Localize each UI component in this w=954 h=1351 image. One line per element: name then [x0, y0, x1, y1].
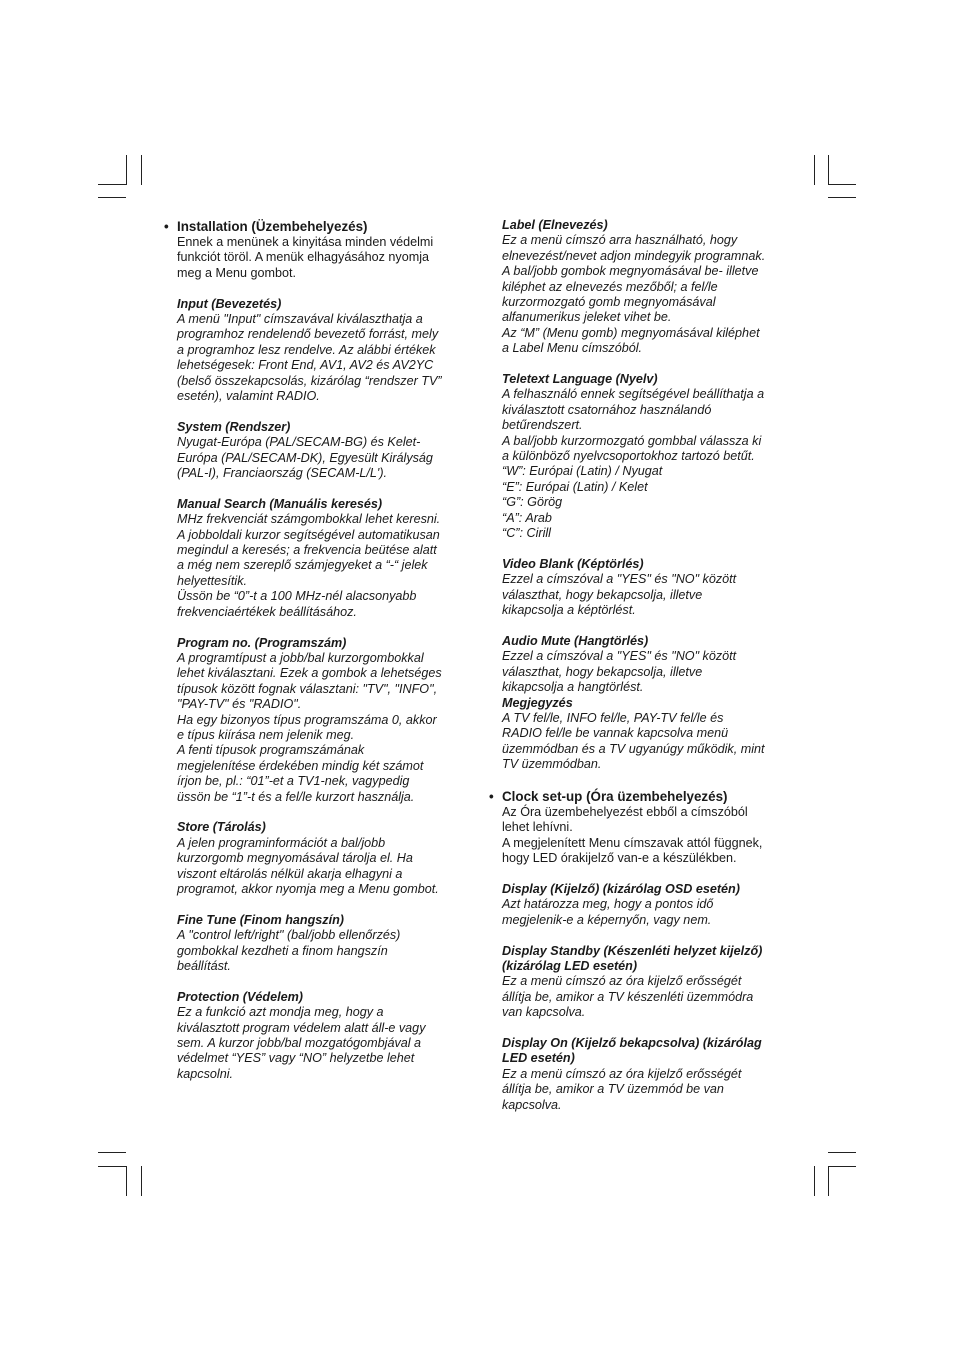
section-body: [502, 974, 798, 1020]
text-line: van kapcsolva.: [502, 1005, 586, 1020]
text-line: programhoz rendelendő bevezető forrást, mely: [177, 327, 439, 342]
crop-mark: [98, 1166, 126, 1167]
text-line: programot, akkor nyomja meg a Menu gombot.: [177, 881, 439, 896]
section-clock-setup: [489, 788, 798, 867]
crop-mark: [828, 1166, 829, 1196]
text-line: védelmet “YES” vagy “NO” helyzetbe lehet: [177, 1051, 415, 1066]
section-display-standby: [502, 944, 798, 1021]
crop-mark: [98, 1152, 126, 1153]
text-line: a programhoz lesz rendelve. Az alábbi értékek: [177, 342, 436, 357]
installation-title: Installation (Üzembehelyezés): [177, 219, 368, 234]
bullet-icon: •: [489, 788, 494, 804]
text-line: Azt határozza meg, hogy a pontos idő: [502, 897, 714, 912]
section-body: [502, 805, 798, 867]
subsection-title: Manual Search (Manuális keresés): [177, 496, 383, 511]
text-line: meg a Menu gombot.: [177, 265, 297, 280]
text-line: megjelenítése érdekében mindig két számot: [177, 758, 424, 773]
text-line: A jelen programinformációt a bal/jobb: [177, 835, 386, 850]
text-line: írjon be, pl.: “01”-et a TV1-nek, vagypedig: [177, 774, 410, 789]
text-line: Ez a funkció azt mondja meg, hogy a: [177, 1005, 384, 1020]
text-line: funkciót töröl. A menük elhagyásához nyomja: [177, 250, 430, 265]
text-line: választhat, hogy bekapcsolja, illetve: [502, 587, 703, 602]
crop-mark: [126, 155, 127, 185]
text-line: sem. A kurzor jobb/bal mozgatógombjával a: [177, 1036, 422, 1051]
text-line: MHz frekvenciát számgombokkal lehet keresni.: [177, 512, 441, 527]
section-body: [502, 1067, 798, 1113]
crop-mark: [141, 1166, 142, 1196]
text-line: kurzormozgató gomb megnyomásával: [502, 295, 716, 310]
text-line: (PAL-I), Franciaország (SECAM-L/L').: [177, 466, 388, 481]
text-line: A jobboldali kurzor segítségével automatikusan: [177, 527, 440, 542]
section-display-on: [502, 1036, 798, 1113]
section-label: [502, 218, 798, 357]
crop-mark: [126, 1166, 127, 1196]
section-store: [177, 820, 477, 897]
section-video-blank: [502, 557, 798, 619]
text-line: Az “M” (Menu gomb) megnyomásával kiléphet: [502, 325, 760, 340]
section-body: [502, 897, 798, 928]
section-body: [177, 1005, 477, 1082]
text-line: beállítást.: [177, 959, 231, 973]
text-line: kikapcsolja a képtörlést.: [502, 603, 636, 618]
subsection-title: Label (Elnevezés): [502, 218, 608, 232]
subsection-title: Teletext Language (Nyelv): [502, 372, 658, 387]
text-line: esetén), valamint RADIO.: [177, 389, 320, 404]
text-line: viszont eltárolás nélkül akarja elhagyni a: [177, 866, 403, 881]
text-line: A felhasználó ennek segítségével beállíthatja a: [502, 387, 765, 402]
text-line: “A”: Arab: [502, 510, 552, 525]
text-line: Ha egy bizonyos típus programszáma 0, akkor: [177, 712, 437, 727]
crop-mark: [828, 184, 856, 185]
text-line: Ezzel a címszóval a "YES" és "NO" között: [502, 572, 737, 587]
text-line: Az Óra üzembehelyezést ebből a címszóból: [502, 804, 748, 819]
text-line: helyettesítik.: [177, 573, 247, 588]
section-body: [177, 235, 477, 281]
text-line: Ez a menü címszó az óra kijelző erősségét: [502, 974, 742, 989]
section-body: [502, 233, 798, 356]
left-column: [164, 218, 477, 1098]
note-body: [502, 711, 798, 773]
text-line: lehet kiválasztani. Ezek a gombok a lehetséges: [177, 666, 442, 681]
section-body: [502, 387, 798, 541]
text-line: Nyugat-Európa (PAL/SECAM-BG) és Kelet-: [177, 435, 421, 450]
text-line: kikapcsolja a hangtörlést.: [502, 680, 644, 695]
text-line: A bal/jobb gombok megnyomásával be- illetve: [502, 264, 759, 279]
text-line: kapcsolva.: [502, 1097, 562, 1112]
subsection-title: LED esetén): [502, 1051, 575, 1066]
text-line: A menü "Input" címszavával kiválaszthatja a: [177, 312, 423, 327]
subsection-title: Program no. (Programszám): [177, 635, 347, 650]
text-line: hogy LED órakijelző van-e a készülékben.: [502, 851, 737, 866]
text-line: lehet lehívni.: [502, 820, 573, 835]
subsection-title: Protection (Védelem): [177, 989, 303, 1004]
section-protection: [177, 990, 477, 1082]
section-body: [502, 572, 798, 618]
text-line: kapcsolni.: [177, 1066, 234, 1081]
section-installation: [164, 218, 477, 281]
section-body: [177, 312, 477, 404]
subsection-title: System (Rendszer): [177, 419, 291, 434]
crop-mark: [828, 1166, 856, 1167]
crop-mark: [814, 155, 815, 185]
text-line: üssön be “1”-t és a fel/le kurzort használja.: [177, 789, 415, 804]
text-line: gombokkal kezdheti a finom hangszín: [177, 943, 388, 958]
text-line: alfanumerikus jeleket vihet be.: [502, 310, 672, 325]
text-line: Ezzel a címszóval a "YES" és "NO" között: [502, 649, 737, 664]
text-line: A "control left/right" (bal/jobb ellenőrzés): [177, 928, 401, 943]
section-body: [177, 836, 477, 898]
text-line: TV üzemmódban.: [502, 757, 602, 772]
subsection-title: (kizárólag LED esetén): [502, 959, 638, 973]
section-audio-mute: [502, 634, 798, 773]
note-title: Megjegyzés: [502, 695, 573, 710]
subsection-title: Display Standby (Készenléti helyzet kijelző): [502, 943, 763, 958]
subsection-title: Store (Tárolás): [177, 820, 266, 835]
text-line: A megjelenített Menu címszavak attól függnek,: [502, 835, 763, 850]
text-line: “C”: Cirill: [502, 526, 551, 541]
crop-mark: [814, 1166, 815, 1196]
section-display: [502, 882, 798, 928]
section-body: [177, 512, 477, 620]
crop-mark: [141, 155, 142, 185]
text-line: "PAY-TV" és "RADIO".: [177, 697, 302, 712]
text-line: Európa (PAL/SECAM-DK), Egyesült Királyság: [177, 450, 433, 465]
text-line: Ennek a menünek a kinyitása minden védelmi: [177, 235, 434, 249]
clock-setup-title: Clock set-up (Óra üzembehelyezés): [502, 788, 728, 804]
section-body: [177, 651, 477, 805]
section-body: [177, 435, 477, 481]
text-line: a Label Menu címszóból.: [502, 341, 643, 356]
subsection-title: Audio Mute (Hangtörlés): [502, 633, 649, 648]
text-line: A fenti típusok programszámának: [177, 743, 365, 758]
section-fine-tune: [177, 913, 477, 975]
text-line: “E”: Európai (Latin) / Kelet: [502, 479, 648, 494]
text-line: kiválasztott program védelem alatt áll-e vagy: [177, 1020, 426, 1035]
bullet-icon: •: [164, 219, 169, 234]
section-program-no: [177, 636, 477, 805]
section-manual-search: [177, 497, 477, 620]
text-line: A programtípust a jobb/bal kurzorgombokkal: [177, 650, 424, 665]
section-body: [177, 928, 477, 974]
section-teletext-language: [502, 372, 798, 541]
text-line: kiválasztott csatornához használandó: [502, 402, 712, 417]
section-input: [177, 297, 477, 405]
text-line: a különböző nyelvcsoportokhoz tartozó betűt.: [502, 449, 755, 464]
text-line: “W”: Európai (Latin) / Nyugat: [502, 464, 663, 479]
text-line: kiléphet az elnevezés mezőből; a fel/le: [502, 279, 718, 294]
text-line: megjelenik-e a képernyőn, vagy nem.: [502, 912, 712, 927]
section-system: [177, 420, 477, 482]
text-line: a még nem szereplő számjegyeket a “-“ jelek: [177, 558, 428, 573]
text-line: állítja be, amikor a TV készenléti üzemmódra: [502, 989, 754, 1004]
text-line: üzemmódban és a TV ugyanúgy működik, mint: [502, 741, 765, 756]
text-line: megindul a keresés; a frekvencia beütése alatt: [177, 543, 437, 558]
section-heading: [489, 788, 798, 805]
text-line: típusok között fognak választani: "TV", "INFO",: [177, 681, 438, 696]
text-line: lehetségesek: Front End, AV1, AV2 és AV2YC: [177, 358, 434, 373]
text-line: Ez a menü címszó az óra kijelző erősségét: [502, 1066, 742, 1081]
text-line: betűrendszert.: [502, 418, 583, 433]
text-line: e típus kiírása nem jelenik meg.: [177, 727, 355, 742]
text-line: A TV fel/le, INFO fel/le, PAY-TV fel/le és: [502, 710, 724, 725]
text-line: (belső összekapcsolás, kizárólag “rendszer TV”: [177, 373, 442, 388]
subsection-title: Fine Tune (Finom hangszín): [177, 912, 344, 927]
right-column: [489, 218, 798, 1128]
subsection-title: Input (Bevezetés): [177, 296, 282, 311]
text-line: Üssön be “0”-t a 100 MHz-nél alacsonyabb: [177, 589, 417, 604]
text-line: “G”: Görög: [502, 495, 563, 510]
text-line: A bal/jobb kurzormozgató gombbal válassza ki: [502, 433, 762, 448]
crop-mark: [98, 197, 126, 198]
text-line: RADIO fel/le be vannak kapcsolva menü: [502, 726, 729, 741]
text-line: Ez a menü címszó arra használható, hogy: [502, 233, 738, 248]
subsection-title: Display On (Kijelző bekapcsolva) (kizárólag: [502, 1036, 762, 1051]
text-line: frekvenciaértékek beállításához.: [177, 604, 357, 619]
text-line: választhat, hogy bekapcsolja, illetve: [502, 664, 703, 679]
crop-mark: [828, 197, 856, 198]
section-body: [502, 649, 798, 695]
subsection-title: Video Blank (Képtörlés): [502, 556, 644, 571]
crop-mark: [98, 184, 126, 185]
crop-mark: [828, 155, 829, 185]
crop-mark: [828, 1152, 856, 1153]
text-line: állítja be, amikor a TV üzemmód be van: [502, 1082, 724, 1097]
subsection-title: Display (Kijelző) (kizárólag OSD esetén): [502, 881, 740, 896]
section-heading: [164, 218, 477, 235]
text-line: elnevezést/nevet adjon mindegyik programnak.: [502, 248, 766, 263]
text-line: kurzorgomb megnyomásával tárolja el. Ha: [177, 851, 413, 866]
